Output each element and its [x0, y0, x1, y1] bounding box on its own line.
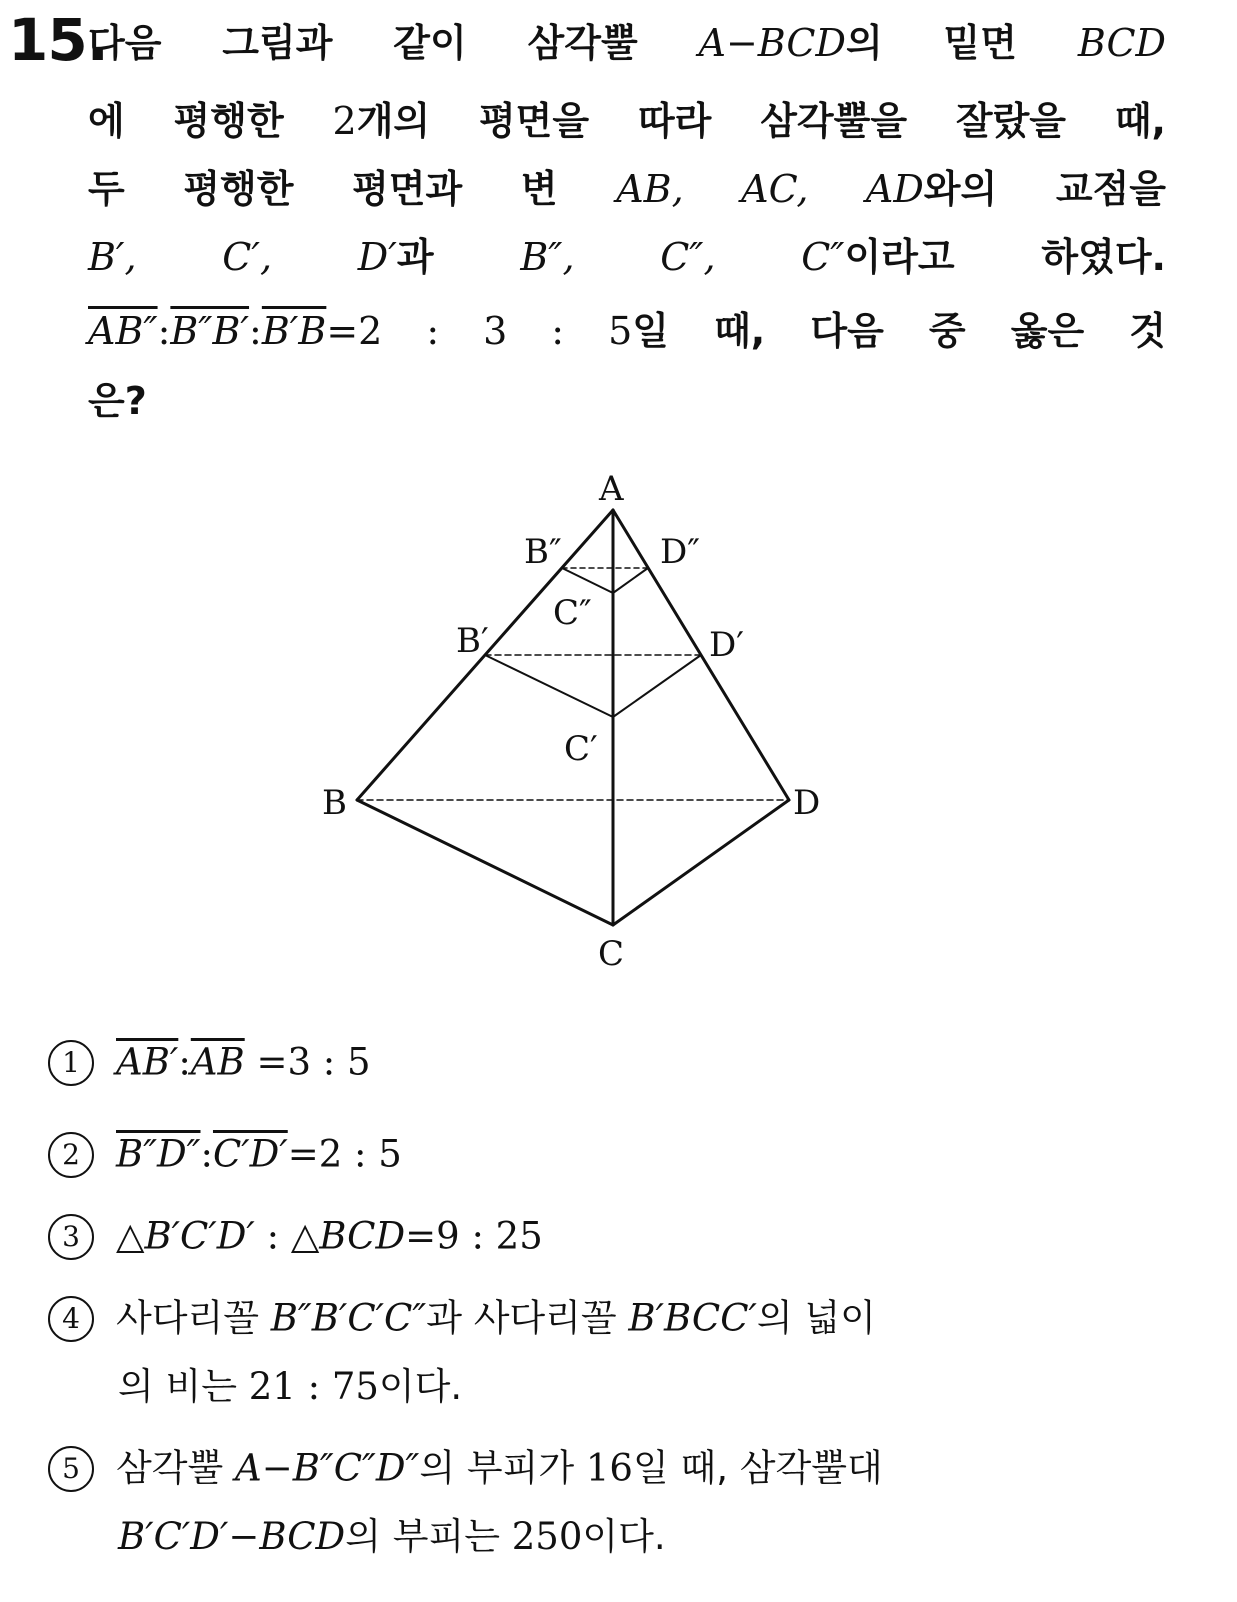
option-5-text-line-1	[116, 1447, 883, 1490]
text-run: 와의 교점을	[923, 167, 1166, 211]
text-run: 개의 평면을 따라 삼각뿔을 잘랐을 때,	[356, 99, 1166, 143]
option-4[interactable]	[48, 1292, 1166, 1344]
math-run: 2	[332, 99, 357, 143]
text-run: 사다리꼴	[116, 1296, 271, 1340]
segment-run: AB″	[88, 309, 158, 353]
math-run: :	[178, 1040, 191, 1084]
math-run: =9 : 25	[405, 1214, 543, 1258]
text-run: 에 평행한	[88, 99, 333, 143]
label-c1: C′	[564, 729, 598, 769]
segment-run: $\overline{AB}$	[190, 1040, 245, 1084]
text-run: 두 평행한 평면과 변	[88, 167, 617, 211]
math-run: 16	[585, 1446, 633, 1490]
text-run: 은?	[88, 379, 147, 423]
edge-cd	[613, 800, 789, 925]
text-run: 의 비는	[118, 1365, 249, 1408]
math-run: BCD	[1077, 21, 1166, 65]
label-c2: C″	[553, 593, 592, 633]
math-run: 21 : 75	[248, 1365, 379, 1408]
math-run: =3 : 5	[244, 1040, 371, 1084]
text-run: 일 때, 다음 중 옳은 것	[632, 309, 1167, 353]
option-3-text	[116, 1215, 543, 1258]
text-run: 이다.	[582, 1515, 666, 1558]
segment-run: B″B′	[170, 309, 250, 353]
math-run: A−BCD	[698, 21, 846, 65]
option-2-text	[116, 1133, 402, 1176]
option-1-text	[116, 1041, 371, 1084]
section-b2c2	[562, 568, 613, 593]
text-run: 이다.	[378, 1365, 463, 1408]
label-d1: D′	[709, 625, 744, 665]
math-run: △	[116, 1214, 145, 1258]
math-run: B″B′C′C″	[270, 1296, 427, 1340]
label-a: A	[599, 469, 624, 509]
segment-run: B″D″	[116, 1132, 201, 1176]
option-1[interactable]	[48, 1036, 1166, 1088]
section-c1d1	[613, 655, 701, 717]
text-run: 과 사다리꼴	[426, 1296, 629, 1340]
label-c: C	[598, 934, 625, 974]
segment-run: C′D′	[212, 1132, 288, 1176]
math-run: B′, C′, D′	[88, 235, 397, 279]
math-run: : △	[254, 1214, 320, 1258]
question-number: 15.	[8, 6, 108, 74]
section-c2d2	[613, 568, 648, 593]
label-d2: D″	[660, 532, 700, 572]
option-5-marker: 5	[48, 1446, 94, 1492]
math-run: AB, AC, AD	[616, 167, 924, 211]
option-4-text-line-2	[118, 1362, 462, 1412]
math-run: 250	[511, 1515, 583, 1558]
text-run: 의 밑면	[845, 21, 1078, 65]
math-run: BCD	[319, 1214, 406, 1258]
option-1-marker: 1	[48, 1040, 94, 1086]
option-2-marker: 2	[48, 1132, 94, 1178]
text-run: 삼각뿔	[116, 1446, 235, 1490]
text-run: 과	[396, 235, 521, 279]
text-run: 다음 그림과 같이 삼각뿔	[88, 21, 699, 65]
label-b1: B′	[456, 621, 489, 661]
option-3[interactable]	[48, 1210, 1166, 1262]
text-run: 일 때, 삼각뿔대	[632, 1446, 883, 1490]
math-run: B′C′D′	[144, 1214, 255, 1258]
text-run: 의 넓이	[756, 1296, 876, 1340]
option-5[interactable]	[48, 1442, 1166, 1494]
math-run: :	[200, 1132, 213, 1176]
math-run: B′BCC′	[628, 1296, 757, 1340]
math-run: :	[157, 309, 171, 353]
label-b: B	[322, 783, 347, 823]
math-run: =2 : 3 : 5	[326, 309, 633, 353]
math-run: B″, C″, C″	[520, 235, 845, 279]
math-run: =2 : 5	[287, 1132, 402, 1176]
label-b2: B″	[524, 532, 562, 572]
text-run: 이라고 하였다.	[844, 235, 1166, 279]
math-run: A−B″C″D″	[235, 1446, 420, 1490]
label-d: D	[793, 783, 821, 823]
text-run: 의 부피가	[419, 1446, 586, 1490]
option-4-text-line-1	[116, 1297, 876, 1340]
section-b1c1	[485, 655, 613, 717]
segment-run: B′B	[261, 309, 327, 353]
option-2[interactable]	[48, 1128, 1166, 1180]
option-3-marker: 3	[48, 1214, 94, 1260]
math-run: B′C′D′−BCD	[118, 1515, 346, 1558]
text-run: 의 부피는	[345, 1515, 512, 1558]
edge-bc	[357, 800, 613, 925]
option-4-marker: 4	[48, 1296, 94, 1342]
option-5-text-line-2	[118, 1512, 666, 1562]
math-run: :	[249, 309, 262, 353]
segment-run: AB′	[116, 1040, 179, 1084]
